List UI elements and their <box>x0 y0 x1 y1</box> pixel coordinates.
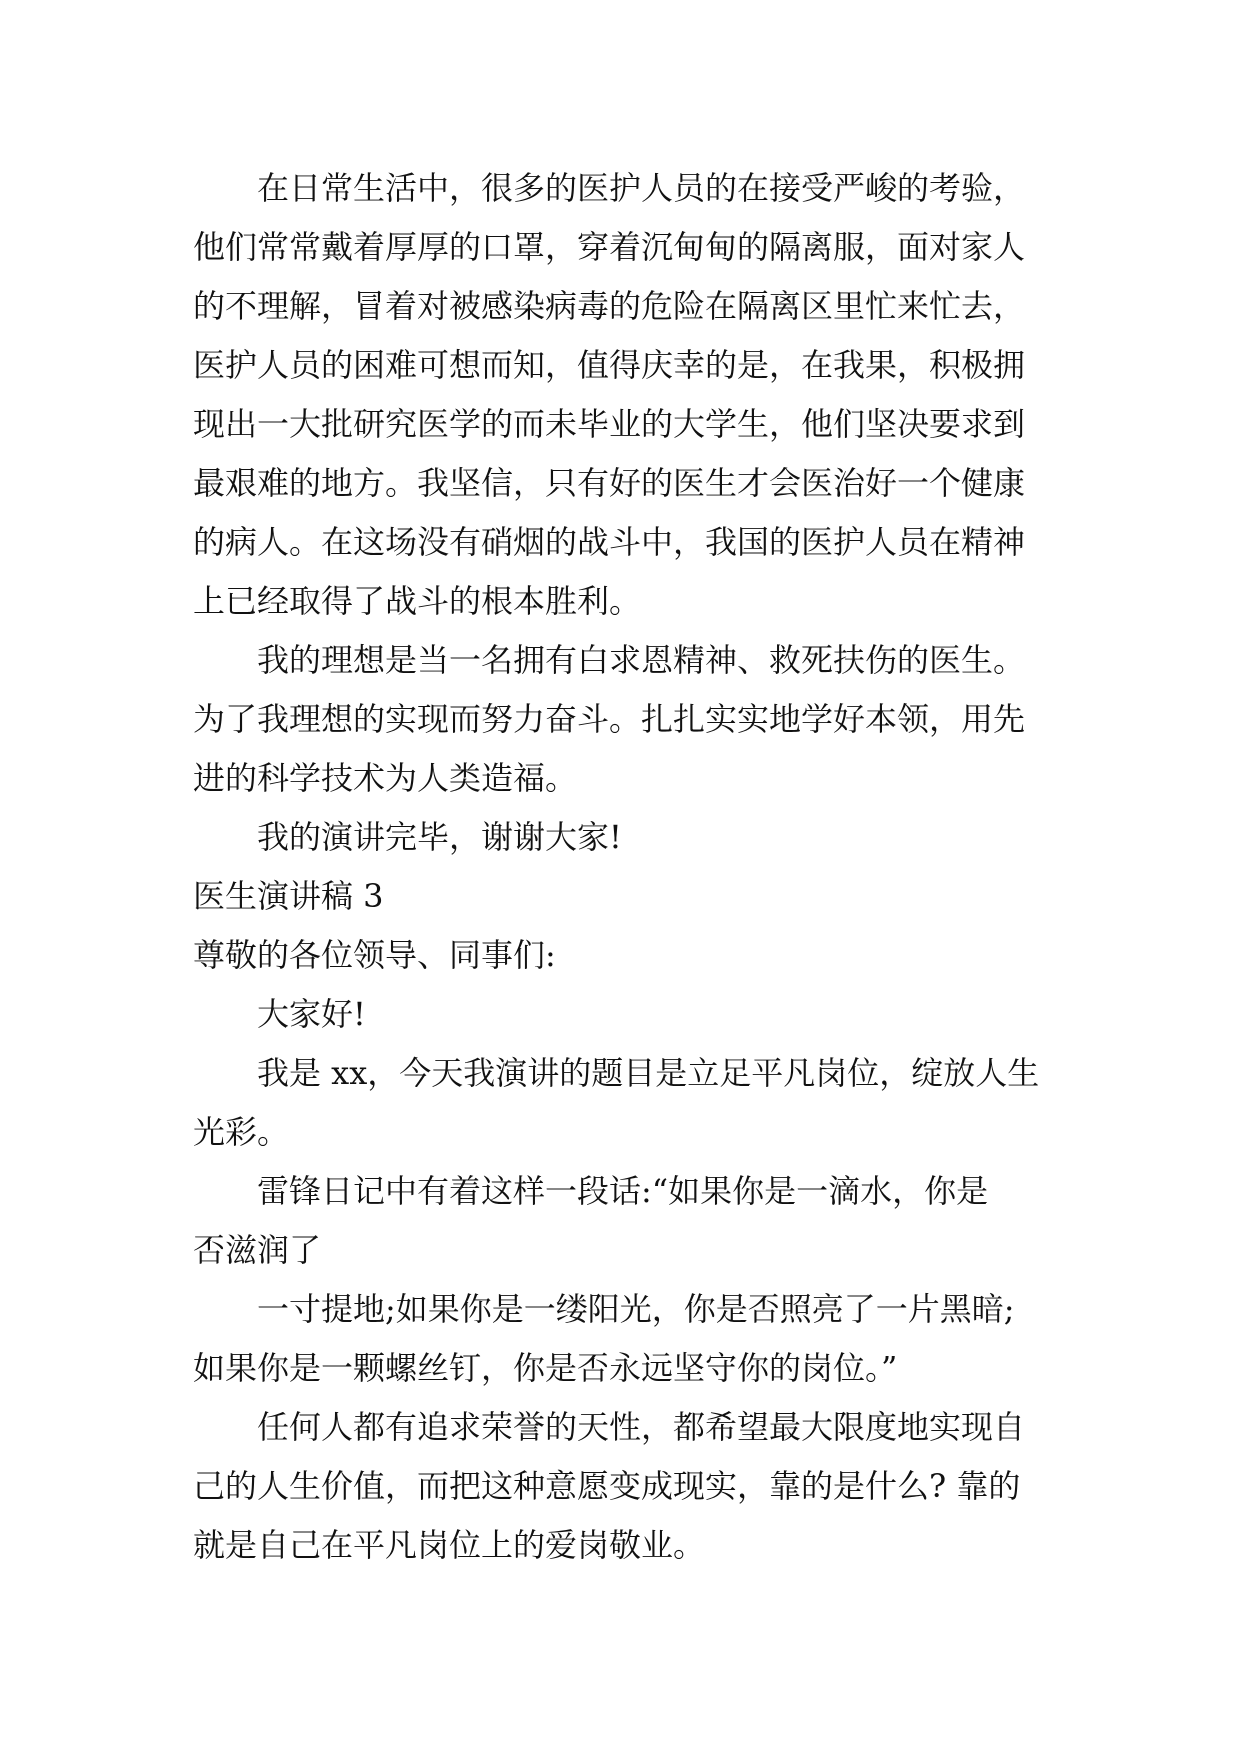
paragraph-line: 在日常生活中，很多的医护人员的在接受严峻的考验， <box>257 169 1026 207</box>
paragraph-line: 光彩。 <box>193 1113 290 1151</box>
paragraph-line: 我是 xx，今天我演讲的题目是立足平凡岗位，绽放人生 <box>257 1054 1040 1092</box>
paragraph-line: 就是自己在平凡岗位上的爱岗敬业。 <box>193 1526 706 1564</box>
paragraph-line: 医护人员的困难可想而知，值得庆幸的是，在我果，积极拥 <box>193 346 1026 384</box>
paragraph-line: 现出一大批研究医学的而未毕业的大学生，他们坚决要求到 <box>193 405 1026 443</box>
paragraph-line: 如果你是一颗螺丝钉，你是否永远坚守你的岗位。” <box>193 1349 898 1387</box>
paragraph-line: 否滋润了 <box>193 1231 322 1269</box>
salutation: 尊敬的各位领导、同事们: <box>193 936 556 974</box>
paragraph-line: 我的理想是当一名拥有白求恩精神、救死扶伤的医生。 <box>257 641 1026 679</box>
paragraph-line: 的病人。在这场没有硝烟的战斗中，我国的医护人员在精神 <box>193 523 1026 561</box>
paragraph-line: 我的演讲完毕，谢谢大家! <box>257 818 622 856</box>
paragraph-line: 的不理解，冒着对被感染病毒的危险在隔离区里忙来忙去， <box>193 287 1026 325</box>
paragraph-line: 为了我理想的实现而努力奋斗。扎扎实实地学好本领，用先 <box>193 700 1026 738</box>
paragraph-line: 最艰难的地方。我坚信，只有好的医生才会医治好一个健康 <box>193 464 1026 502</box>
paragraph-line: 任何人都有追求荣誉的天性，都希望最大限度地实现自 <box>257 1408 1026 1446</box>
paragraph-line: 一寸提地;如果你是一缕阳光，你是否照亮了一片黑暗; <box>257 1290 1015 1328</box>
greeting: 大家好! <box>257 995 366 1033</box>
paragraph-line: 进的科学技术为人类造福。 <box>193 759 578 797</box>
paragraph-line: 己的人生价值，而把这种意愿变成现实，靠的是什么? 靠的 <box>193 1467 1021 1505</box>
paragraph-line: 他们常常戴着厚厚的口罩，穿着沉甸甸的隔离服，面对家人 <box>193 228 1026 266</box>
section-heading: 医生演讲稿 3 <box>193 877 384 915</box>
paragraph-line: 雷锋日记中有着这样一段话:“如果你是一滴水，你是 <box>257 1172 989 1210</box>
paragraph-line: 上已经取得了战斗的根本胜利。 <box>193 582 642 620</box>
